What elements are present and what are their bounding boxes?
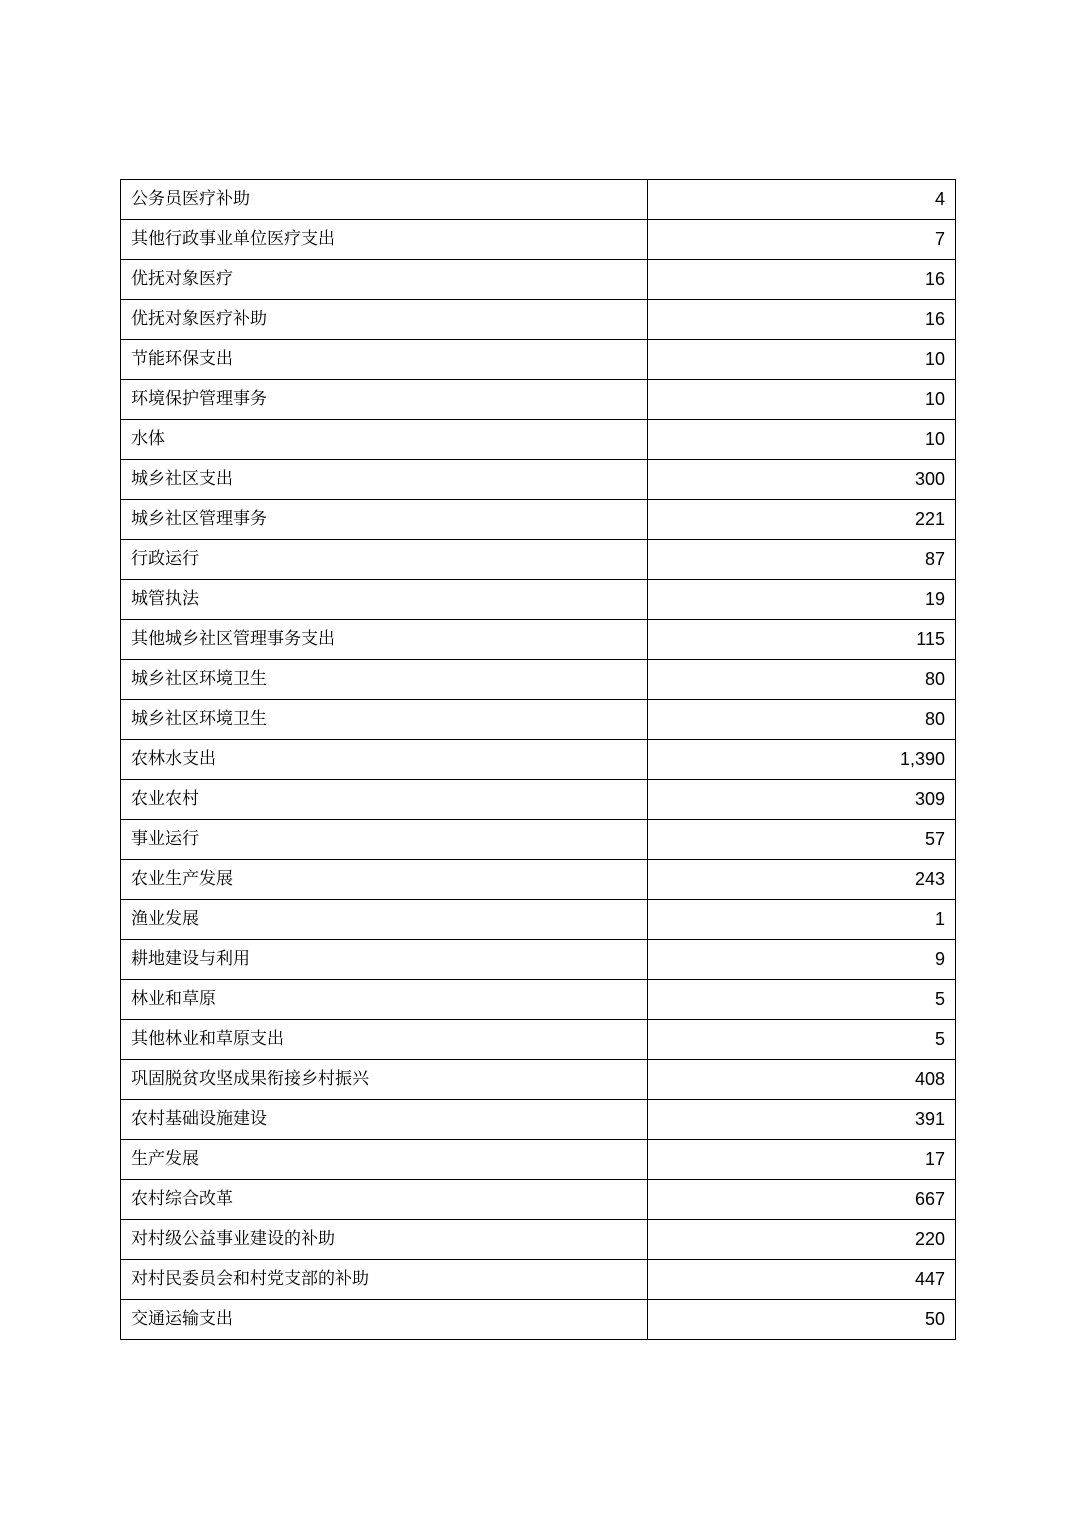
amount-cell: 1 bbox=[648, 900, 956, 940]
table-row bbox=[121, 540, 956, 580]
table-row bbox=[121, 860, 956, 900]
table-row bbox=[121, 900, 956, 940]
amount-cell: 300 bbox=[648, 460, 956, 500]
item-name-cell: 耕地建设与利用 bbox=[121, 940, 648, 980]
table-row bbox=[121, 300, 956, 340]
item-name-cell: 对村民委员会和村党支部的补助 bbox=[121, 1260, 648, 1300]
table-row bbox=[121, 1220, 956, 1260]
item-name-cell: 农林水支出 bbox=[121, 740, 648, 780]
item-name-cell: 农村基础设施建设 bbox=[121, 1100, 648, 1140]
table-row bbox=[121, 1300, 956, 1340]
table-row bbox=[121, 1260, 956, 1300]
table-row bbox=[121, 260, 956, 300]
table-row bbox=[121, 700, 956, 740]
amount-cell: 19 bbox=[648, 580, 956, 620]
item-name-cell: 城乡社区环境卫生 bbox=[121, 660, 648, 700]
item-name-cell: 城乡社区管理事务 bbox=[121, 500, 648, 540]
item-name-cell: 巩固脱贫攻坚成果衔接乡村振兴 bbox=[121, 1060, 648, 1100]
amount-cell: 80 bbox=[648, 660, 956, 700]
item-name-cell: 公务员医疗补助 bbox=[121, 180, 648, 220]
table-row bbox=[121, 580, 956, 620]
item-name-cell: 其他城乡社区管理事务支出 bbox=[121, 620, 648, 660]
item-name-cell: 水体 bbox=[121, 420, 648, 460]
item-name-cell: 环境保护管理事务 bbox=[121, 380, 648, 420]
amount-cell: 4 bbox=[648, 180, 956, 220]
amount-cell: 10 bbox=[648, 380, 956, 420]
amount-cell: 243 bbox=[648, 860, 956, 900]
item-name-cell: 优抚对象医疗 bbox=[121, 260, 648, 300]
item-name-cell: 交通运输支出 bbox=[121, 1300, 648, 1340]
amount-cell: 80 bbox=[648, 700, 956, 740]
amount-cell: 408 bbox=[648, 1060, 956, 1100]
amount-cell: 447 bbox=[648, 1260, 956, 1300]
item-name-cell: 行政运行 bbox=[121, 540, 648, 580]
budget-table-body bbox=[121, 180, 956, 1340]
item-name-cell: 节能环保支出 bbox=[121, 340, 648, 380]
table-row bbox=[121, 340, 956, 380]
amount-cell: 667 bbox=[648, 1180, 956, 1220]
table-row bbox=[121, 1060, 956, 1100]
amount-cell: 391 bbox=[648, 1100, 956, 1140]
table-row bbox=[121, 940, 956, 980]
amount-cell: 10 bbox=[648, 420, 956, 460]
table-row bbox=[121, 820, 956, 860]
item-name-cell: 农村综合改革 bbox=[121, 1180, 648, 1220]
amount-cell: 50 bbox=[648, 1300, 956, 1340]
item-name-cell: 其他行政事业单位医疗支出 bbox=[121, 220, 648, 260]
item-name-cell: 城乡社区支出 bbox=[121, 460, 648, 500]
table-row bbox=[121, 380, 956, 420]
table-row bbox=[121, 1180, 956, 1220]
table-row bbox=[121, 1100, 956, 1140]
amount-cell: 57 bbox=[648, 820, 956, 860]
table-row bbox=[121, 780, 956, 820]
item-name-cell: 对村级公益事业建设的补助 bbox=[121, 1220, 648, 1260]
table-row bbox=[121, 980, 956, 1020]
amount-cell: 220 bbox=[648, 1220, 956, 1260]
table-row bbox=[121, 220, 956, 260]
item-name-cell: 城管执法 bbox=[121, 580, 648, 620]
amount-cell: 16 bbox=[648, 300, 956, 340]
amount-cell: 1,390 bbox=[648, 740, 956, 780]
amount-cell: 5 bbox=[648, 980, 956, 1020]
item-name-cell: 农业生产发展 bbox=[121, 860, 648, 900]
amount-cell: 115 bbox=[648, 620, 956, 660]
amount-cell: 87 bbox=[648, 540, 956, 580]
amount-cell: 9 bbox=[648, 940, 956, 980]
table-row bbox=[121, 740, 956, 780]
table-row bbox=[121, 420, 956, 460]
item-name-cell: 事业运行 bbox=[121, 820, 648, 860]
amount-cell: 7 bbox=[648, 220, 956, 260]
amount-cell: 221 bbox=[648, 500, 956, 540]
table-row bbox=[121, 460, 956, 500]
item-name-cell: 其他林业和草原支出 bbox=[121, 1020, 648, 1060]
amount-cell: 5 bbox=[648, 1020, 956, 1060]
item-name-cell: 渔业发展 bbox=[121, 900, 648, 940]
item-name-cell: 生产发展 bbox=[121, 1140, 648, 1180]
budget-table bbox=[120, 179, 956, 1340]
amount-cell: 16 bbox=[648, 260, 956, 300]
amount-cell: 309 bbox=[648, 780, 956, 820]
table-row bbox=[121, 1140, 956, 1180]
table-row bbox=[121, 1020, 956, 1060]
table-row bbox=[121, 500, 956, 540]
amount-cell: 17 bbox=[648, 1140, 956, 1180]
amount-cell: 10 bbox=[648, 340, 956, 380]
item-name-cell: 林业和草原 bbox=[121, 980, 648, 1020]
item-name-cell: 优抚对象医疗补助 bbox=[121, 300, 648, 340]
table-row bbox=[121, 180, 956, 220]
table-row bbox=[121, 660, 956, 700]
item-name-cell: 城乡社区环境卫生 bbox=[121, 700, 648, 740]
item-name-cell: 农业农村 bbox=[121, 780, 648, 820]
table-row bbox=[121, 620, 956, 660]
